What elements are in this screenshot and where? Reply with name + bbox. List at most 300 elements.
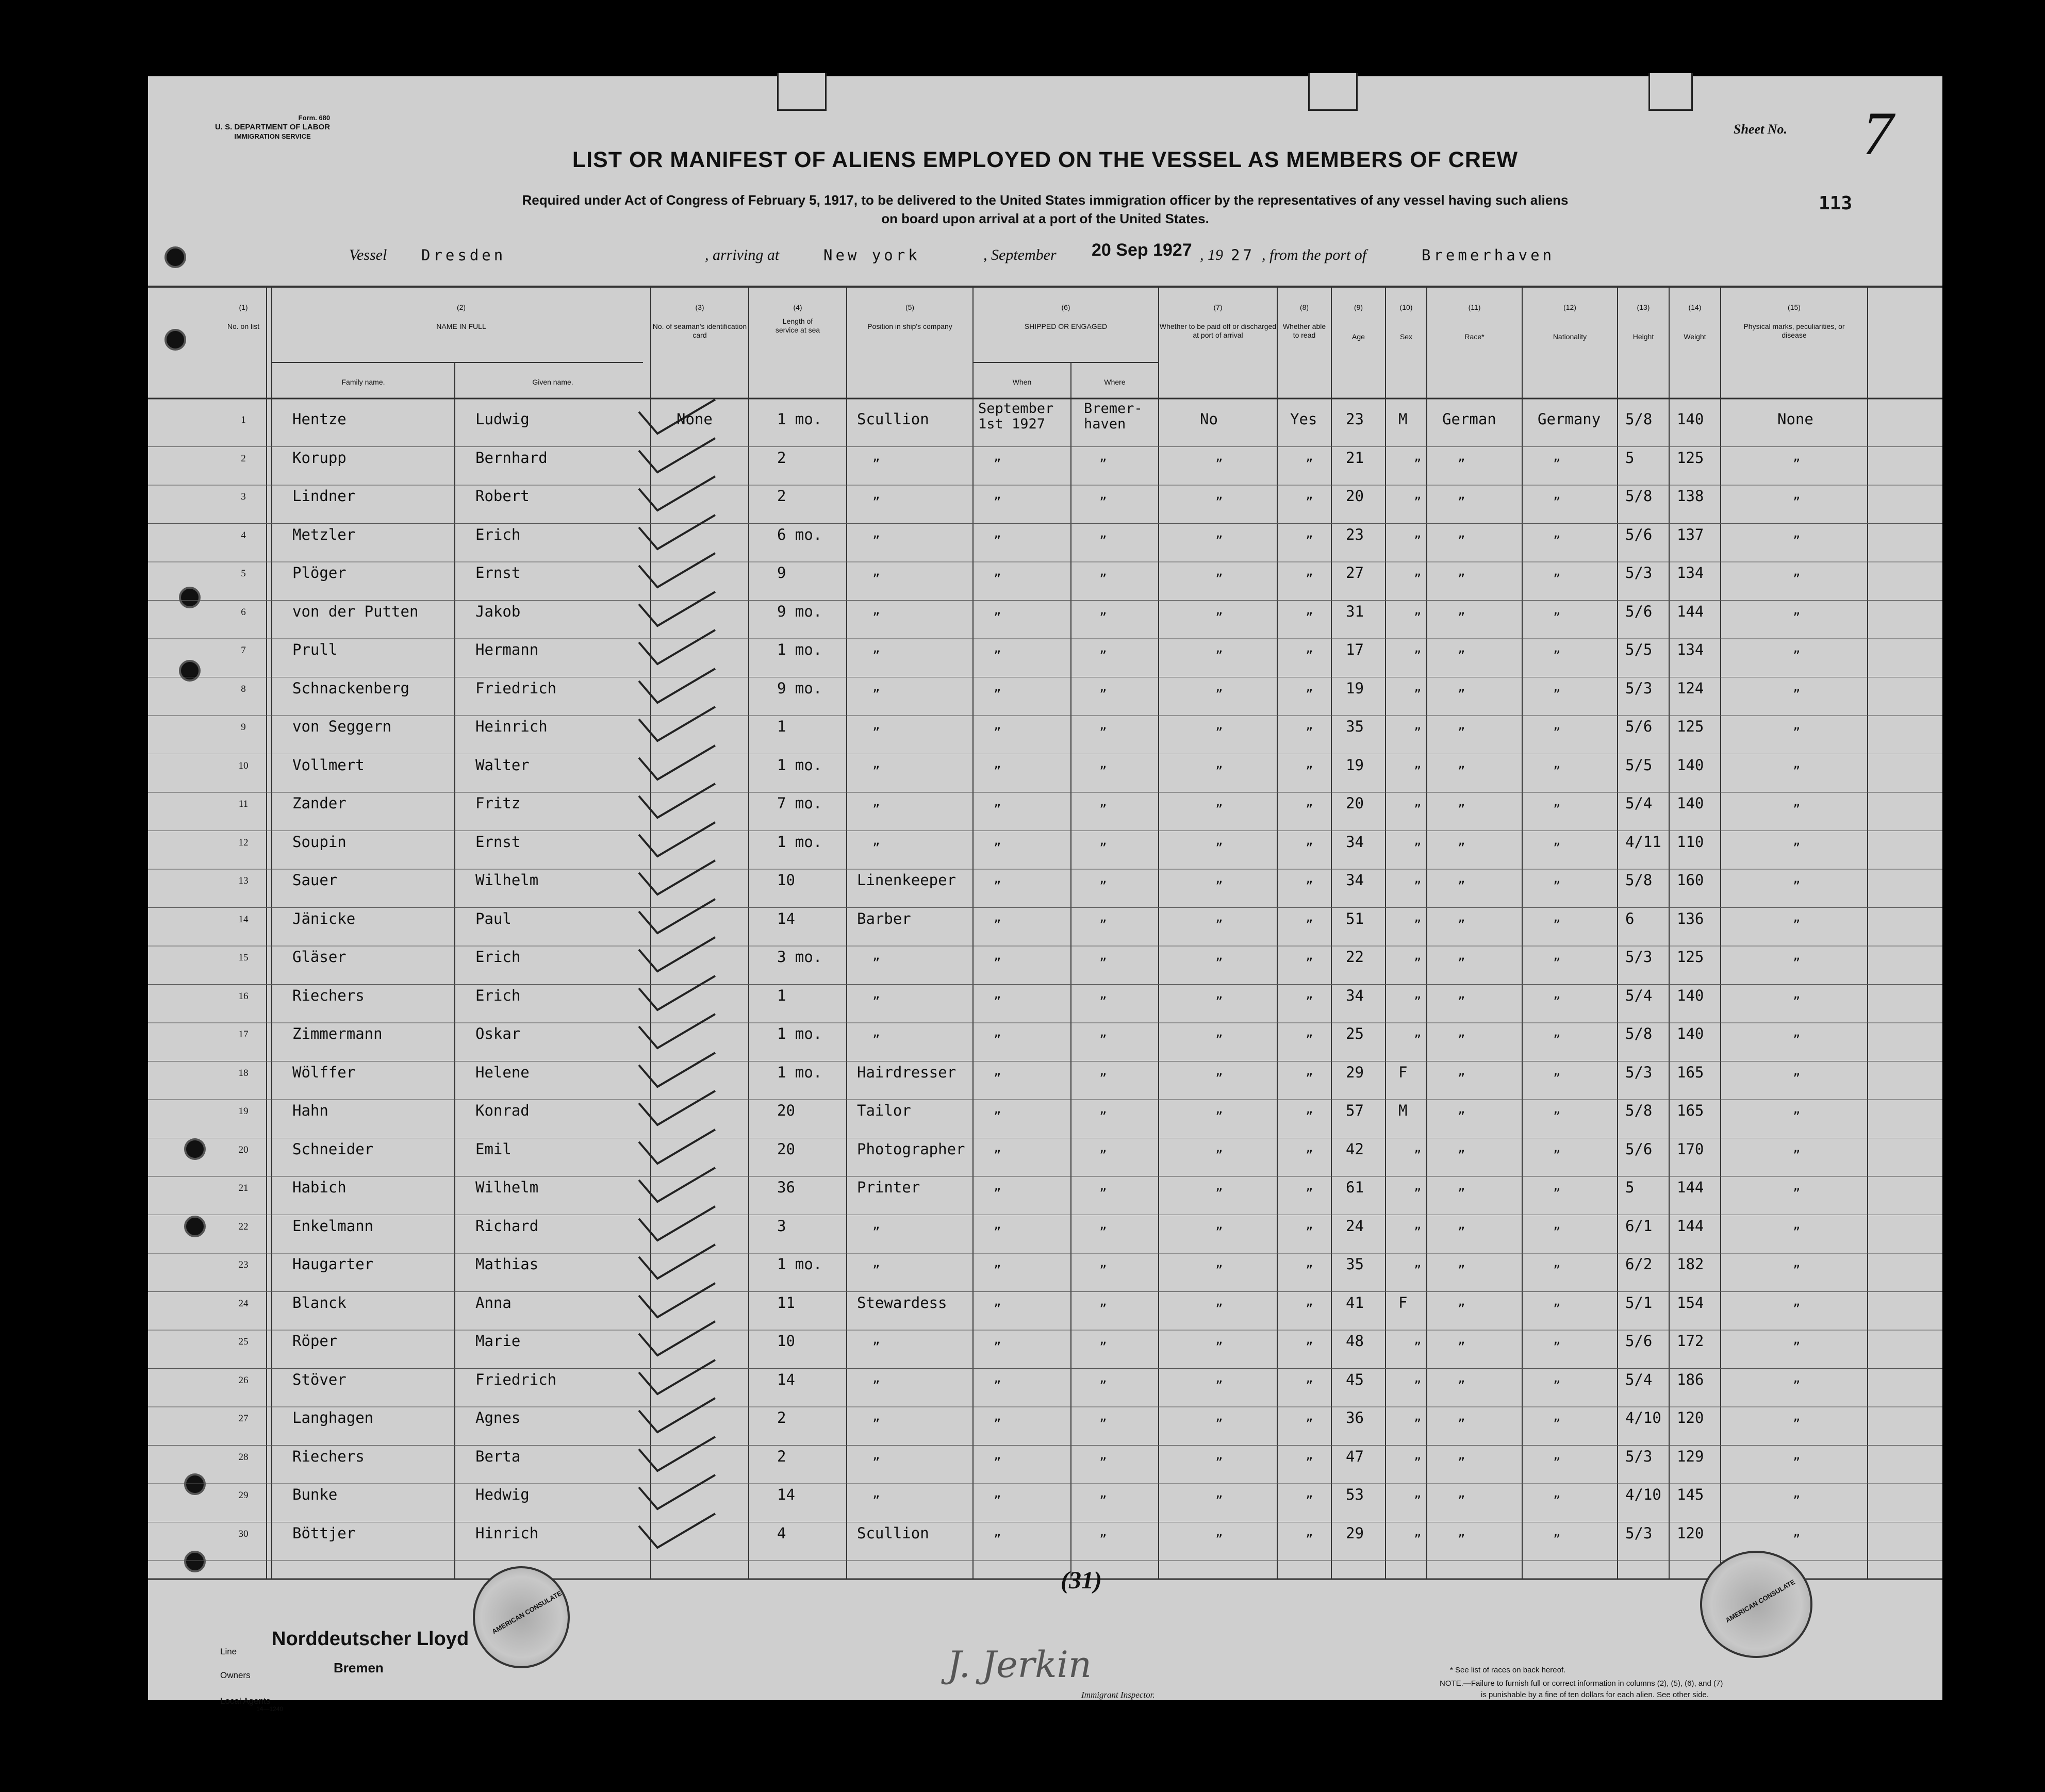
sex: F xyxy=(1398,1063,1408,1081)
ditto-mark: „ xyxy=(1553,1293,1561,1308)
ditto-mark: „ xyxy=(1215,794,1223,809)
ditto-mark: „ xyxy=(1306,986,1313,1001)
ditto-mark: „ xyxy=(1414,525,1422,540)
height: 5/3 xyxy=(1625,948,1653,966)
sex: M xyxy=(1398,410,1408,428)
family-name: Riechers xyxy=(292,986,365,1004)
service-length: 9 mo. xyxy=(777,679,822,697)
ditto-mark: „ xyxy=(872,449,880,463)
given-name: Robert xyxy=(475,487,530,505)
ditto-mark: „ xyxy=(1215,1140,1223,1155)
given-name: Anna xyxy=(475,1293,512,1312)
ditto-mark: „ xyxy=(1099,449,1107,463)
ditto-mark: „ xyxy=(1458,525,1465,540)
col14-header: (14) Weight xyxy=(1684,303,1706,341)
ditto-mark: „ xyxy=(1458,871,1465,886)
family-name: Plöger xyxy=(292,564,347,582)
given-name: Ludwig xyxy=(475,410,530,428)
family-name: Enkelmann xyxy=(292,1217,374,1235)
ditto-mark: „ xyxy=(872,718,880,732)
family-name: Lindner xyxy=(292,487,356,505)
family-name: Wölffer xyxy=(292,1063,356,1081)
ditto-mark: „ xyxy=(872,986,880,1001)
inspector-label: Immigrant Inspector. xyxy=(1081,1690,1155,1700)
ditto-mark: „ xyxy=(1793,1140,1801,1155)
ditto-mark: „ xyxy=(994,794,1001,809)
ditto-mark: „ xyxy=(1793,449,1801,463)
given-name: Jakob xyxy=(475,602,521,620)
ditto-mark: „ xyxy=(1458,449,1465,463)
ditto-mark: „ xyxy=(1414,833,1422,848)
given-name: Mathias xyxy=(475,1255,539,1273)
nationality: Germany xyxy=(1538,410,1601,428)
family-name: Stöver xyxy=(292,1370,347,1388)
height: 5/8 xyxy=(1625,410,1653,428)
binder-hole xyxy=(164,329,186,351)
ditto-mark: „ xyxy=(872,1370,880,1385)
service-length: 1 mo. xyxy=(777,1255,822,1273)
ditto-mark: „ xyxy=(1553,1217,1561,1232)
ditto-mark: „ xyxy=(1458,833,1465,848)
service-length: 11 xyxy=(777,1293,795,1312)
ditto-mark: „ xyxy=(1099,833,1107,848)
service-length: 2 xyxy=(777,1409,786,1426)
ditto-mark: „ xyxy=(1306,679,1313,694)
given-name: Walter xyxy=(475,756,530,774)
service-length: 6 mo. xyxy=(777,525,822,543)
given-name: Wilhelm xyxy=(475,1179,539,1196)
given-name: Berta xyxy=(475,1447,521,1465)
ditto-mark: „ xyxy=(1215,756,1223,771)
ditto-mark: „ xyxy=(872,1217,880,1232)
height: 5 xyxy=(1625,1179,1635,1196)
height: 4/10 xyxy=(1625,1409,1661,1426)
ditto-mark: „ xyxy=(994,449,1001,463)
ditto-mark: „ xyxy=(1458,1524,1465,1539)
row-number: 12 xyxy=(238,837,249,848)
ditto-mark: „ xyxy=(1793,1063,1801,1078)
service-length: 9 xyxy=(777,564,786,582)
ditto-mark: „ xyxy=(1215,909,1223,924)
ditto-mark: „ xyxy=(1306,1102,1313,1116)
ditto-mark: „ xyxy=(1458,1217,1465,1232)
ditto-mark: „ xyxy=(872,564,880,578)
arrival-port: New york xyxy=(823,246,920,264)
row-number: 27 xyxy=(238,1413,249,1424)
ditto-mark: „ xyxy=(1215,1025,1223,1039)
row-number: 4 xyxy=(241,529,246,541)
family-name: Korupp xyxy=(292,449,347,467)
ditto-mark: „ xyxy=(1793,1217,1801,1232)
ditto-mark: „ xyxy=(1553,948,1561,963)
owners-value: Bremen xyxy=(334,1660,384,1675)
line-value: Norddeutscher Lloyd xyxy=(272,1628,469,1650)
owners-label: Owners xyxy=(220,1670,251,1680)
service-length: 14 xyxy=(777,1486,795,1503)
ditto-mark: „ xyxy=(1553,564,1561,578)
ditto-mark: „ xyxy=(1215,1217,1223,1232)
ditto-mark: „ xyxy=(1099,1409,1107,1423)
ditto-mark: „ xyxy=(1793,641,1801,655)
height: 5/3 xyxy=(1625,679,1653,697)
weight: 170 xyxy=(1677,1140,1704,1158)
ditto-mark: „ xyxy=(994,1293,1001,1308)
weight: 144 xyxy=(1677,1179,1704,1196)
ditto-mark: „ xyxy=(994,756,1001,771)
ditto-mark: „ xyxy=(1458,1179,1465,1193)
given-name: Hedwig xyxy=(475,1486,530,1503)
ditto-mark: „ xyxy=(1458,1102,1465,1116)
service-length: 1 mo. xyxy=(777,1025,822,1042)
age: 23 xyxy=(1346,410,1364,428)
weight: 144 xyxy=(1677,602,1704,620)
subtitle-line-1: Required under Act of Congress of February 5, 1917, to be delivered to the United States immigration officer by the representatives of any vessel having such aliens xyxy=(522,192,1569,208)
ditto-mark: „ xyxy=(1099,948,1107,963)
row-number: 18 xyxy=(238,1067,249,1078)
ditto-mark: „ xyxy=(1793,1179,1801,1193)
ditto-mark: „ xyxy=(1215,1102,1223,1116)
ditto-mark: „ xyxy=(1099,1255,1107,1270)
ditto-mark: „ xyxy=(1553,602,1561,617)
ditto-mark: „ xyxy=(1215,1179,1223,1193)
ditto-mark: „ xyxy=(1099,1486,1107,1500)
height: 5/6 xyxy=(1625,1140,1653,1158)
family-name: von der Putten xyxy=(292,602,419,620)
row-number: 23 xyxy=(238,1259,249,1270)
given-name: Paul xyxy=(475,909,512,927)
ditto-mark: „ xyxy=(994,602,1001,617)
department: U. S. DEPARTMENT OF LABOR xyxy=(215,123,331,131)
ditto-mark: „ xyxy=(994,679,1001,694)
age: 24 xyxy=(1346,1217,1364,1235)
ditto-mark: „ xyxy=(994,1447,1001,1462)
ditto-mark: „ xyxy=(1306,641,1313,655)
family-name: Hentze xyxy=(292,410,347,428)
folder-tab xyxy=(1648,73,1693,111)
weight: 110 xyxy=(1677,833,1704,851)
ditto-mark: „ xyxy=(1553,1179,1561,1193)
subtitle xyxy=(148,191,1942,228)
weight: 134 xyxy=(1677,641,1704,658)
family-name: Blanck xyxy=(292,1293,347,1312)
position: Hairdresser xyxy=(857,1063,956,1081)
ditto-mark: „ xyxy=(1553,986,1561,1001)
consulate-seal: AMERICAN CONSULATE xyxy=(1700,1551,1812,1658)
subtitle-line-2: on board upon arrival at a port of the United States. xyxy=(881,211,1209,226)
col4-header: (4) Length of service at sea xyxy=(775,303,820,334)
age: 41 xyxy=(1346,1293,1364,1312)
weight: 129 xyxy=(1677,1447,1704,1465)
ditto-mark: „ xyxy=(872,1486,880,1500)
ditto-mark: „ xyxy=(1553,871,1561,886)
ditto-mark: „ xyxy=(994,1370,1001,1385)
manifest-sheet xyxy=(148,76,1942,1713)
ditto-mark: „ xyxy=(1306,756,1313,771)
ditto-mark: „ xyxy=(1458,641,1465,655)
arrival-month: , September xyxy=(983,246,1057,263)
ditto-mark: „ xyxy=(994,1332,1001,1347)
ditto-mark: „ xyxy=(1414,1486,1422,1500)
ditto-mark: „ xyxy=(1414,602,1422,617)
col6-header: (6) SHIPPED OR ENGAGED xyxy=(1024,303,1108,330)
sheet-label: Sheet No. xyxy=(1734,122,1787,137)
ditto-mark: „ xyxy=(1553,1255,1561,1270)
given-name: Erich xyxy=(475,986,521,1004)
binder-hole xyxy=(184,1216,206,1237)
sex: M xyxy=(1398,1102,1408,1119)
ditto-mark: „ xyxy=(1553,1409,1561,1423)
ditto-mark: „ xyxy=(1215,833,1223,848)
family-name: Zander xyxy=(292,794,347,812)
col9-header: (9) Age xyxy=(1352,303,1365,341)
ditto-mark: „ xyxy=(1553,1140,1561,1155)
ditto-mark: „ xyxy=(1099,1102,1107,1116)
given-name: Richard xyxy=(475,1217,539,1235)
folder-tab xyxy=(777,73,827,111)
ditto-mark: „ xyxy=(1306,1524,1313,1539)
ditto-mark: „ xyxy=(1215,986,1223,1001)
age: 51 xyxy=(1346,909,1364,927)
ditto-mark: „ xyxy=(994,1217,1001,1232)
arrival-year: 27 xyxy=(1231,246,1255,264)
col8-header: (8) Whether able to read xyxy=(1282,303,1326,339)
height: 5/3 xyxy=(1625,1063,1653,1081)
stamp-number: 113 xyxy=(1819,193,1853,214)
id-card: None xyxy=(677,410,713,428)
given-name: Helene xyxy=(475,1063,530,1081)
given-name-header: Given name. xyxy=(532,378,573,386)
given-name: Friedrich xyxy=(475,679,557,697)
position: Scullion xyxy=(857,1524,929,1542)
ditto-mark: „ xyxy=(1458,487,1465,502)
col11-header: (11) Race* xyxy=(1464,303,1485,341)
weight: 137 xyxy=(1677,525,1704,543)
age: 35 xyxy=(1346,718,1364,735)
height: 5/4 xyxy=(1625,986,1653,1004)
ditto-mark: „ xyxy=(1458,1255,1465,1270)
ditto-mark: „ xyxy=(1414,1409,1422,1423)
ditto-mark: „ xyxy=(1215,948,1223,963)
ditto-mark: „ xyxy=(994,1140,1001,1155)
ditto-mark: „ xyxy=(1458,1293,1465,1308)
ditto-mark: „ xyxy=(872,1332,880,1347)
age: 35 xyxy=(1346,1255,1364,1273)
service-length: 1 xyxy=(777,718,786,735)
family-name: Soupin xyxy=(292,833,347,851)
col3-header: (3) No. of seaman's identification card xyxy=(652,303,747,339)
ditto-mark: „ xyxy=(1306,871,1313,886)
given-name: Erich xyxy=(475,948,521,966)
ditto-mark: „ xyxy=(1099,909,1107,924)
ditto-mark: „ xyxy=(1553,1025,1561,1039)
ditto-mark: „ xyxy=(1099,1332,1107,1347)
ditto-mark: „ xyxy=(1553,833,1561,848)
ditto-mark: „ xyxy=(994,641,1001,655)
row-number: 28 xyxy=(238,1451,249,1463)
ditto-mark: „ xyxy=(1458,756,1465,771)
ditto-mark: „ xyxy=(1414,679,1422,694)
ditto-mark: „ xyxy=(1099,602,1107,617)
weight: 125 xyxy=(1677,449,1704,467)
height: 5/3 xyxy=(1625,1524,1653,1542)
binder-hole xyxy=(184,1551,206,1572)
height: 5/5 xyxy=(1625,641,1653,658)
given-name: Bernhard xyxy=(475,449,548,467)
check-mark-icon xyxy=(633,1512,725,1558)
weight: 125 xyxy=(1677,718,1704,735)
row-number: 21 xyxy=(238,1183,249,1193)
ditto-mark: „ xyxy=(1793,1409,1801,1423)
given-name: Ernst xyxy=(475,833,521,851)
ditto-mark: „ xyxy=(1793,1447,1801,1462)
family-name: Langhagen xyxy=(292,1409,374,1426)
age: 23 xyxy=(1346,525,1364,543)
ditto-mark: „ xyxy=(1215,1409,1223,1423)
ditto-mark: „ xyxy=(1306,487,1313,502)
weight: 165 xyxy=(1677,1102,1704,1119)
weight: 160 xyxy=(1677,871,1704,889)
vessel-name: Dresden xyxy=(421,246,506,264)
ditto-mark: „ xyxy=(1215,602,1223,617)
given-name: Friedrich xyxy=(475,1370,557,1388)
vessel-label: Vessel xyxy=(349,246,387,263)
row-number: 30 xyxy=(238,1528,249,1539)
ditto-mark: „ xyxy=(1458,1370,1465,1385)
ditto-mark: „ xyxy=(994,1409,1001,1423)
age: 31 xyxy=(1346,602,1364,620)
height: 5/8 xyxy=(1625,1102,1653,1119)
ditto-mark: „ xyxy=(1215,1063,1223,1078)
penalty-note-1: NOTE.—Failure to furnish full or correct information in columns (2), (5), (6), and (7) xyxy=(1440,1679,1723,1688)
position: Scullion xyxy=(857,410,929,428)
ditto-mark: „ xyxy=(1306,1293,1313,1308)
ditto-mark: „ xyxy=(1458,679,1465,694)
ditto-mark: „ xyxy=(1414,1140,1422,1155)
ditto-mark: „ xyxy=(1793,909,1801,924)
arriving-label: , arriving at xyxy=(705,246,780,263)
ditto-mark: „ xyxy=(1099,679,1107,694)
row-number: 19 xyxy=(238,1106,249,1117)
ditto-mark: „ xyxy=(1306,1140,1313,1155)
family-name: Böttjer xyxy=(292,1524,356,1542)
ditto-mark: „ xyxy=(1793,602,1801,617)
ditto-mark: „ xyxy=(1458,948,1465,963)
weight: 172 xyxy=(1677,1332,1704,1350)
family-name: von Seggern xyxy=(292,718,392,735)
ditto-mark: „ xyxy=(1099,986,1107,1001)
ditto-mark: „ xyxy=(1458,1332,1465,1347)
ditto-mark: „ xyxy=(1306,525,1313,540)
age: 34 xyxy=(1346,986,1364,1004)
ditto-mark: „ xyxy=(1458,1486,1465,1500)
given-name: Wilhelm xyxy=(475,871,539,889)
ditto-mark: „ xyxy=(1414,1447,1422,1462)
ditto-mark: „ xyxy=(1553,1102,1561,1116)
height: 6/2 xyxy=(1625,1255,1653,1273)
service-length: 3 xyxy=(777,1217,786,1235)
service-length: 2 xyxy=(777,449,786,467)
ditto-mark: „ xyxy=(1414,1524,1422,1539)
binder-hole xyxy=(164,246,186,268)
ditto-mark: „ xyxy=(1553,679,1561,694)
ditto-mark: „ xyxy=(1306,564,1313,578)
ditto-mark: „ xyxy=(1215,1486,1223,1500)
ditto-mark: „ xyxy=(1099,1217,1107,1232)
penalty-note-2: is punishable by a fine of ten dollars for each alien. See other side. xyxy=(1481,1690,1709,1699)
service-length: 1 mo. xyxy=(777,410,822,428)
departure-port: Bremerhaven xyxy=(1422,246,1555,264)
ditto-mark: „ xyxy=(1414,1025,1422,1039)
col7-header: (7) Whether to be paid off or discharged at port of arrival xyxy=(1159,303,1277,339)
col2-header: (2) NAME IN FULL xyxy=(436,303,486,330)
given-name: Konrad xyxy=(475,1102,530,1119)
ditto-mark: „ xyxy=(1215,564,1223,578)
given-name: Emil xyxy=(475,1140,512,1158)
ditto-mark: „ xyxy=(1793,718,1801,732)
age: 22 xyxy=(1346,948,1364,966)
row-number: 15 xyxy=(238,952,249,963)
ditto-mark: „ xyxy=(994,1025,1001,1039)
row-number: 29 xyxy=(238,1490,249,1501)
total-count: (31) xyxy=(1061,1567,1102,1594)
ditto-mark: „ xyxy=(994,718,1001,732)
service-length: 14 xyxy=(777,1370,795,1388)
age: 61 xyxy=(1346,1179,1364,1196)
position: Stewardess xyxy=(857,1293,947,1312)
ditto-mark: „ xyxy=(1793,871,1801,886)
age: 19 xyxy=(1346,756,1364,774)
ditto-mark: „ xyxy=(994,833,1001,848)
ditto-mark: „ xyxy=(872,1025,880,1039)
height: 6 xyxy=(1625,909,1635,927)
ditto-mark: „ xyxy=(1306,833,1313,848)
ditto-mark: „ xyxy=(1306,718,1313,732)
binder-hole xyxy=(179,660,201,682)
ditto-mark: „ xyxy=(872,602,880,617)
ditto-mark: „ xyxy=(1215,1332,1223,1347)
ditto-mark: „ xyxy=(1306,602,1313,617)
ditto-mark: „ xyxy=(1099,756,1107,771)
weight: 145 xyxy=(1677,1486,1704,1503)
ditto-mark: „ xyxy=(1306,794,1313,809)
weight: 124 xyxy=(1677,679,1704,697)
ditto-mark: „ xyxy=(1793,564,1801,578)
ditto-mark: „ xyxy=(1414,871,1422,886)
height: 5/6 xyxy=(1625,525,1653,543)
row-number: 1 xyxy=(241,414,246,425)
form-number: Form. 680 xyxy=(298,114,331,122)
col13-header: (13) Height xyxy=(1632,303,1654,341)
ditto-mark: „ xyxy=(1306,1409,1313,1423)
given-name: Heinrich xyxy=(475,718,548,735)
ditto-mark: „ xyxy=(994,1255,1001,1270)
service-length: 10 xyxy=(777,1332,795,1350)
age: 25 xyxy=(1346,1025,1364,1042)
row-number: 7 xyxy=(241,645,246,656)
weight: 120 xyxy=(1677,1524,1704,1542)
ditto-mark: „ xyxy=(994,948,1001,963)
position: Linenkeeper xyxy=(857,871,956,889)
ditto-mark: „ xyxy=(872,641,880,655)
ditto-mark: „ xyxy=(1215,525,1223,540)
weight: 165 xyxy=(1677,1063,1704,1081)
ditto-mark: „ xyxy=(1553,1063,1561,1078)
family-name: Jänicke xyxy=(292,909,356,927)
ditto-mark: „ xyxy=(1414,718,1422,732)
ditto-mark: „ xyxy=(1458,602,1465,617)
service-length: 4 xyxy=(777,1524,786,1542)
age: 36 xyxy=(1346,1409,1364,1426)
